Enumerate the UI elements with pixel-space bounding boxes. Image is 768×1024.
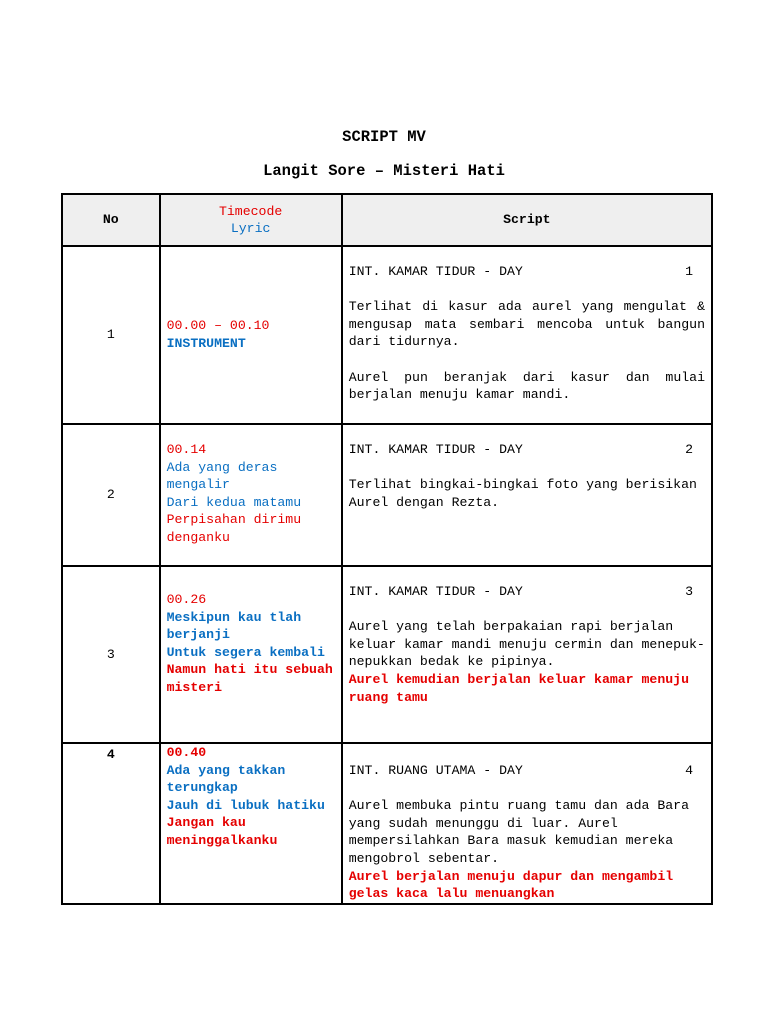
script-paragraph: Aurel membuka pintu ruang tamu dan ada Bara yang sudah menunggu di luar. Aurel mempersilahkan Bara masuk kemudian mereka mengobrol sebentar. xyxy=(348,798,689,866)
header-no: No xyxy=(62,194,160,246)
timecode: 00.26 xyxy=(166,592,207,607)
lyric-line: INSTRUMENT xyxy=(166,336,246,351)
row-number: 3 xyxy=(62,566,160,743)
timecode-lyric-cell xyxy=(160,566,342,743)
table-row xyxy=(62,566,712,743)
scene-title: INT. KAMAR TIDUR - DAY xyxy=(348,584,523,599)
scene-heading xyxy=(349,441,705,459)
script-paragraph: Terlihat di kasur ada aurel yang mengulat & mengusap mata sembari mencoba untuk bangun dari tidurnya. xyxy=(348,299,705,350)
lyric-line: Meskipun kau tlah berjanji xyxy=(166,609,302,643)
timecode: 00.40 xyxy=(166,745,207,760)
script-cell xyxy=(342,566,712,743)
timecode: 00.00 – 00.10 xyxy=(166,318,270,334)
timecode-lyric-cell xyxy=(160,246,342,424)
lyric-line: Jauh di lubuk hatiku xyxy=(166,797,325,813)
timecode-lyric-cell xyxy=(160,424,342,566)
scene-heading xyxy=(349,583,705,601)
script-cell xyxy=(342,424,712,566)
scene-title: INT. RUANG UTAMA - DAY xyxy=(348,763,523,778)
header-timecode-lyric xyxy=(160,194,342,246)
lyric-line: Ada yang takkan terungkap xyxy=(166,762,286,796)
lyric-line: Jangan kau meninggalkanku xyxy=(166,815,278,848)
script-paragraph-highlight: Aurel kemudian berjalan keluar kamar menuju ruang tamu xyxy=(348,671,689,705)
scene-heading xyxy=(349,762,705,780)
row-number: 4 xyxy=(62,743,160,904)
script-cell xyxy=(342,246,712,424)
lyric-line: Dari kedua matamu xyxy=(166,494,302,510)
scene-title: INT. KAMAR TIDUR - DAY xyxy=(348,264,523,279)
lyric-line: Ada yang deras mengalir xyxy=(166,459,278,493)
table-row xyxy=(62,424,712,566)
scene-title: INT. KAMAR TIDUR - DAY xyxy=(348,442,523,457)
timecode: 00.14 xyxy=(166,442,207,457)
row-number: 1 xyxy=(62,246,160,424)
lyric-line: Perpisahan dirimu denganku xyxy=(166,512,302,545)
script-cell xyxy=(342,743,712,904)
header-lyric: Lyric xyxy=(230,221,271,236)
scene-number: 3 xyxy=(685,584,693,599)
script-paragraph-highlight: Aurel berjalan menuju dapur dan mengambil gelas kaca lalu menuangkan xyxy=(348,868,674,902)
document-subtitle: Langit Sore – Misteri Hati xyxy=(263,162,505,180)
scene-number: 4 xyxy=(685,763,693,778)
lyric-line: Untuk segera kembali xyxy=(166,644,325,660)
script-paragraph: Aurel yang telah berpakaian rapi berjalan keluar kamar mandi menuju cermin dan menepuk-nepukkan bedak ke pipinya. xyxy=(348,619,705,670)
row-number: 2 xyxy=(62,424,160,566)
scene-number: 1 xyxy=(685,264,693,279)
table-row xyxy=(62,246,712,424)
timecode-lyric-cell xyxy=(160,743,342,904)
scene-heading xyxy=(349,263,705,281)
table-row xyxy=(62,743,712,904)
header-timecode: Timecode xyxy=(218,204,283,219)
header-script: Script xyxy=(342,194,712,246)
lyric-line: Namun hati itu sebuah misteri xyxy=(166,662,333,695)
table-header-row xyxy=(62,194,712,246)
document-title: SCRIPT MV xyxy=(342,128,426,146)
script-table xyxy=(61,193,713,905)
script-paragraph: Terlihat bingkai-bingkai foto yang berisikan Aurel dengan Rezta. xyxy=(348,477,697,510)
scene-number: 2 xyxy=(685,442,693,457)
script-paragraph: Aurel pun beranjak dari kasur dan mulai berjalan menuju kamar mandi. xyxy=(348,369,705,403)
